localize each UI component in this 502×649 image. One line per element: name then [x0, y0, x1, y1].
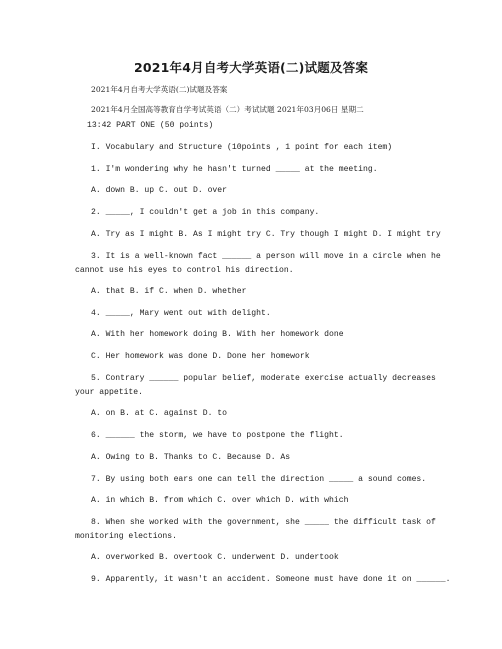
question-5-line-2: your appetite.	[75, 388, 143, 397]
section-heading: I. Vocabulary and Structure (10points , 1 point for each item)	[91, 143, 393, 152]
question-9: 9. Apparently, it wasn't an accident. Someone must have done it on ______.	[91, 575, 451, 584]
question-1: 1. I'm wondering why he hasn't turned _____ at the meeting.	[91, 165, 378, 174]
question-5-line-1: 5. Contrary ______ popular belief, moderate exercise actually decreases	[91, 374, 436, 383]
document-title: 2021年4月自考大学英语(二)试题及答案	[133, 60, 369, 75]
intro-line-2: 13:42 PART ONE (50 points)	[87, 121, 214, 130]
question-7: 7. By using both ears one can tell the direction _____ a sound comes.	[91, 475, 427, 484]
question-2: 2. _____, I couldn't get a job in this company.	[91, 208, 320, 217]
question-6-options: A. Owing to B. Thanks to C. Because D. As	[91, 453, 291, 462]
question-6: 6. ______ the storm, we have to postpone the flight.	[91, 431, 344, 440]
subtitle: 2021年4月自考大学英语(二)试题及答案	[91, 85, 228, 94]
question-8-line-1: 8. When she worked with the government, she _____ the difficult task of	[91, 518, 436, 527]
question-4: 4. _____, Mary went out with delight.	[91, 309, 271, 318]
question-5-options: A. on B. at C. against D. to	[91, 409, 227, 418]
question-2-options: A. Try as I might B. As I might try C. Try though I might D. I might try	[91, 230, 441, 239]
question-3-options: A. that B. if C. when D. whether	[91, 287, 247, 296]
question-8-options: A. overworked B. overtook C. underwent D. undertook	[91, 553, 339, 562]
question-3-line-1: 3. It is a well-known fact ______ a person will move in a circle when he	[91, 252, 441, 261]
question-3-line-2: cannot use his eyes to control his direction.	[75, 266, 294, 275]
question-4-options-line-2: C. Her homework was done D. Done her homework	[91, 352, 310, 361]
question-7-options: A. in which B. from which C. over which D. with which	[91, 496, 349, 505]
question-8-line-2: monitoring elections.	[75, 532, 177, 541]
intro-line-1: 2021年4月全国高等教育自学考试英语（二）考试试题 2021年03月06日 星期二	[91, 105, 364, 114]
question-1-options: A. down B. up C. out D. over	[91, 186, 227, 195]
question-4-options-line-1: A. With her homework doing B. With her homework done	[91, 330, 344, 339]
